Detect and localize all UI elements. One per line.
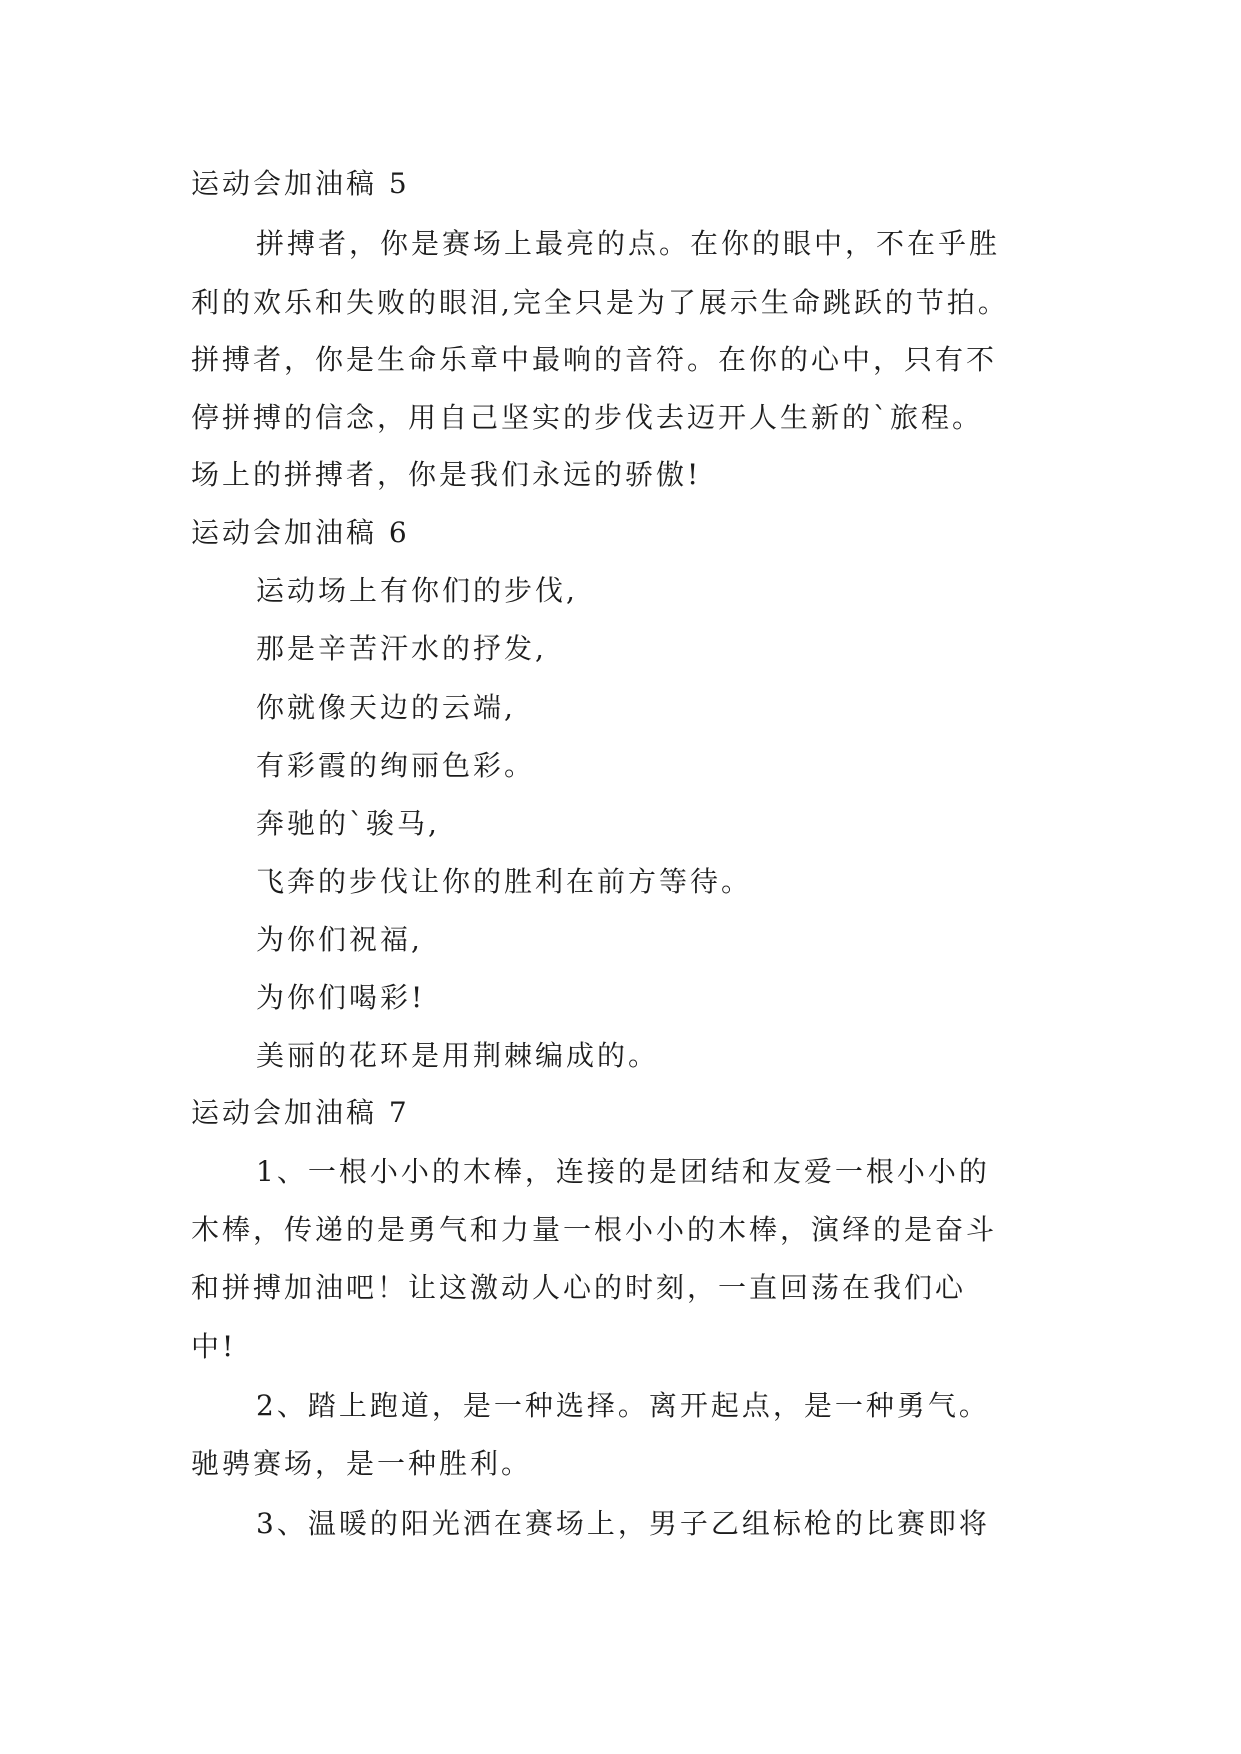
paragraph-line: 拼搏者，你是生命乐章中最响的音符。在你的心中，只有不 (191, 343, 998, 376)
paragraph-line: 木棒，传递的是勇气和力量一根小小的木棒，演绎的是奋斗 (191, 1213, 998, 1246)
paragraph-line: 停拼搏的信念，用自己坚实的步伐去迈开人生新的`旅程。 (191, 401, 984, 434)
verse-line: 那是辛苦汗水的抒发, (256, 632, 547, 665)
paragraph-line: 和拼搏加油吧！让这激动人心的时刻，一直回荡在我们心 (191, 1271, 967, 1304)
paragraph-line: 2、踏上跑道，是一种选择。离开起点，是一种勇气。 (256, 1389, 990, 1422)
verse-line: 你就像天边的云端, (256, 691, 516, 724)
section-heading: 运动会加油稿 6 (191, 516, 410, 549)
section-heading: 运动会加油稿 5 (191, 167, 410, 200)
paragraph-line: 利的欢乐和失败的眼泪,完全只是为了展示生命跳跃的节拍。 (191, 286, 1009, 319)
verse-line: 有彩霞的绚丽色彩。 (256, 749, 536, 782)
paragraph-line: 拼搏者，你是赛场上最亮的点。在你的眼中，不在乎胜 (256, 227, 1001, 260)
verse-line: 奔驰的`骏马, (256, 807, 440, 840)
paragraph-line: 场上的拼搏者，你是我们永远的骄傲! (191, 458, 702, 491)
paragraph-line: 1、一根小小的木棒，连接的是团结和友爱一根小小的 (256, 1155, 990, 1188)
verse-line: 为你们喝彩! (256, 981, 426, 1014)
verse-line: 飞奔的步伐让你的胜利在前方等待。 (256, 865, 753, 898)
section-heading: 运动会加油稿 7 (191, 1096, 410, 1129)
paragraph-line: 驰骋赛场，是一种胜利。 (191, 1447, 533, 1480)
verse-line: 运动场上有你们的步伐, (256, 574, 578, 607)
paragraph-line: 3、温暖的阳光洒在赛场上，男子乙组标枪的比赛即将 (256, 1507, 990, 1540)
paragraph-line: 中! (191, 1330, 237, 1363)
verse-line: 美丽的花环是用荆棘编成的。 (256, 1039, 660, 1072)
verse-line: 为你们祝福, (256, 923, 423, 956)
